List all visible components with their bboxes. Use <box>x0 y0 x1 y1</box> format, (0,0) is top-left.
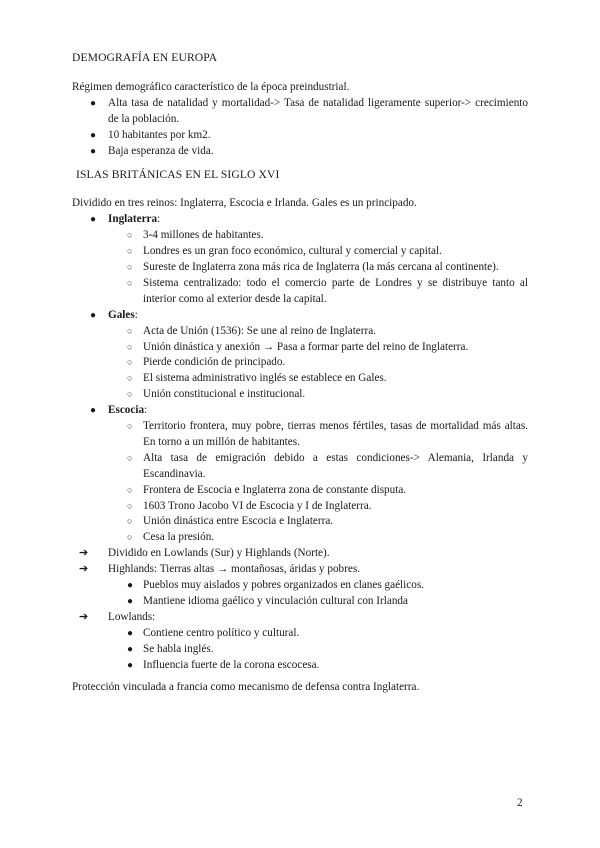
bullet-icon: ● <box>127 659 134 671</box>
list-item: ○ Sistema centralizado: todo el comercio parte de Londres y se distribuye tanto al interior como al exterior desde la capital. <box>127 276 528 305</box>
bullet-icon: ● <box>127 580 134 592</box>
list-item: ● Baja esperanza de vida. <box>72 144 528 160</box>
bullet-icon: ● <box>90 129 97 141</box>
bullet-icon: ● <box>90 145 97 157</box>
bullet-icon: ● <box>127 596 134 607</box>
list-item: ○ Unión dinástica entre Escocia e Inglaterra. <box>72 514 528 530</box>
circle-icon: ○ <box>127 341 133 352</box>
circle-icon: ○ <box>127 357 133 368</box>
circle-icon: ○ <box>127 516 133 527</box>
circle-icon: ○ <box>127 277 133 288</box>
list-item: ○ Cesa la presión. <box>72 530 528 546</box>
circle-icon: ○ <box>127 452 133 463</box>
circle-icon: ○ <box>127 421 133 432</box>
reinos-list <box>72 212 528 546</box>
circle-icon: ○ <box>127 325 133 336</box>
regiones-list <box>72 546 528 673</box>
bullet-icon: ● <box>90 97 97 109</box>
circle-icon: ○ <box>127 230 133 241</box>
arrow-icon: ➔ <box>79 563 89 576</box>
list-item: ○ Pierde condición de principado. <box>72 355 528 371</box>
list-item: ○ 3-4 millones de habitantes. <box>72 228 528 244</box>
list-item: ○ El sistema administrativo inglés se establece en Gales. <box>72 371 528 387</box>
list-item: ○ Frontera de Escocia e Inglaterra zona de constante disputa. <box>72 483 528 499</box>
list-item: ○ Unión constitucional e institucional. <box>72 387 528 403</box>
demografia-list <box>72 96 528 160</box>
bullet-icon: ● <box>90 405 97 417</box>
list-item-escocia: ● Escocia: <box>72 403 528 419</box>
list-item: ● 10 habitantes por km2. <box>72 128 528 144</box>
circle-icon: ○ <box>127 261 133 272</box>
list-item: ○ Londres es un gran foco económico, cultural y comercial y capital. <box>72 244 528 260</box>
bullet-icon: ● <box>127 627 134 639</box>
page-number: 2 <box>517 797 523 809</box>
list-item-inglaterra: ● Inglaterra: <box>72 212 528 228</box>
arrow-icon: ➔ <box>79 610 89 623</box>
list-item-gales: ● Gales: <box>72 308 528 324</box>
list-item: ● Alta tasa de natalidad y mortalidad-> Tasa de natalidad ligeramente superior-> crecimiento de la población. <box>90 96 528 125</box>
closing-paragraph: Protección vinculada a francia como mecanismo de defensa contra Inglaterra. <box>72 680 420 693</box>
list-item: ○ Alta tasa de emigración debido a estas condiciones-> Alemania, Irlanda y Escandinavia. <box>127 451 528 480</box>
intro-demografia: Régimen demográfico característico de la época preindustrial. <box>72 80 350 93</box>
list-item: ○ Territorio frontera, muy pobre, tierras menos fértiles, tasas de mortalidad más altas. En torno a un millón de habitantes. <box>127 420 528 448</box>
list-item: ○ Sureste de Inglaterra zona más rica de Inglaterra (la más cercana al continente). <box>72 260 528 276</box>
list-item: ● Mantiene idioma gaélico y vinculación cultural con Irlanda <box>72 594 528 610</box>
list-item: ● Contiene centro político y cultural. <box>72 626 528 642</box>
list-item: ● Pueblos muy aislados y pobres organizados en clanes gaélicos. <box>72 578 528 594</box>
bullet-icon: ● <box>90 309 97 321</box>
bullet-icon: ● <box>127 643 134 655</box>
list-item: ● Influencia fuerte de la corona escocesa. <box>72 658 528 674</box>
circle-icon: ○ <box>127 389 133 400</box>
circle-icon: ○ <box>127 500 133 511</box>
bullet-icon: ● <box>90 214 97 226</box>
arrow-icon: ➔ <box>79 547 89 560</box>
list-item: ○ Unión dinástica y anexión → Pasa a formar parte del reino de Inglaterra. <box>72 340 528 356</box>
list-item: ○ Acta de Unión (1536): Se une al reino de Inglaterra. <box>72 324 528 340</box>
section-title-demografia: DEMOGRAFÍA EN EUROPA <box>72 51 218 64</box>
circle-icon: ○ <box>127 484 133 495</box>
list-item: ● Se habla inglés. <box>72 642 528 658</box>
list-item-lowlands: ➔ Lowlands: <box>72 610 528 626</box>
circle-icon: ○ <box>127 532 133 543</box>
section-title-islas: ISLAS BRITÁNICAS EN EL SIGLO XVI <box>76 168 280 182</box>
document-page <box>72 50 528 695</box>
list-item-highlands: ➔ Highlands: Tierras altas → montañosas, áridas y pobres. <box>72 562 528 578</box>
circle-icon: ○ <box>127 246 133 257</box>
list-item-divided: ➔ Dividido en Lowlands (Sur) y Highlands (Norte). <box>72 546 528 562</box>
circle-icon: ○ <box>127 373 133 384</box>
intro-islas: Dividido en tres reinos: Inglaterra, Escocia e Irlanda. Gales es un principado. <box>72 197 417 210</box>
list-item: ○ 1603 Trono Jacobo VI de Escocia y I de Inglaterra. <box>72 499 528 515</box>
